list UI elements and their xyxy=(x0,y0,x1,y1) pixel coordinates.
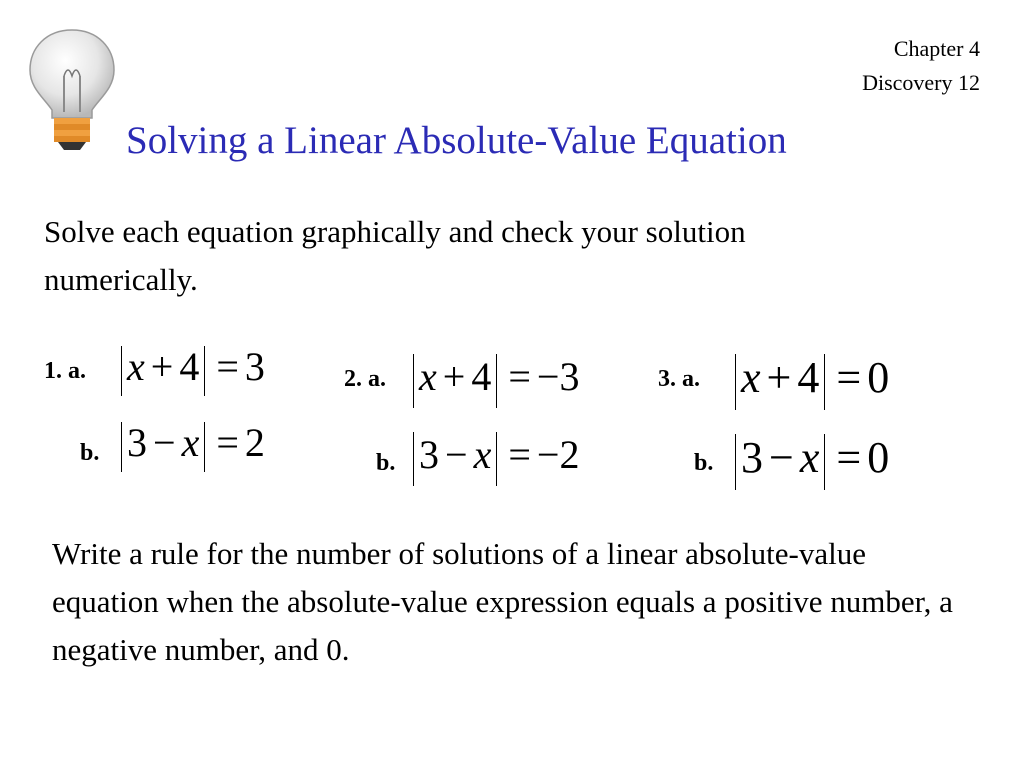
rule-prompt: Write a rule for the number of solutions of a linear absolute-value equation when the absolute-value expression equals a positive number, a negative number, and 0. xyxy=(52,536,953,667)
abs-bar-right xyxy=(204,346,205,396)
page-title: Solving a Linear Absolute-Value Equation xyxy=(126,119,787,162)
rhs: 0 xyxy=(867,433,890,483)
operator: − xyxy=(769,433,794,483)
equation-3b xyxy=(730,434,889,490)
operator: − xyxy=(153,420,176,466)
equation-2a xyxy=(408,354,579,408)
equation-1a xyxy=(116,346,265,396)
abs-bar-left xyxy=(121,422,122,472)
operator: − xyxy=(445,432,468,478)
term: x xyxy=(741,353,761,403)
equals-sign: = xyxy=(508,354,531,400)
term: 4 xyxy=(179,344,200,390)
equation-1b xyxy=(116,422,265,472)
equation-3a xyxy=(730,354,889,410)
term: x xyxy=(181,420,200,466)
operator: + xyxy=(442,354,466,400)
problem-2b-label: b. xyxy=(376,450,396,476)
abs-bar-left xyxy=(121,346,122,396)
abs-bar-left xyxy=(735,354,736,410)
chapter-heading xyxy=(862,32,980,100)
term: 4 xyxy=(471,354,492,400)
abs-bar-right xyxy=(824,434,825,490)
rhs: −3 xyxy=(536,354,580,400)
equals-sign: = xyxy=(836,433,862,483)
equals-sign: = xyxy=(508,432,531,478)
chapter-label: Chapter 4 xyxy=(893,36,980,61)
term: 3 xyxy=(741,433,763,483)
abs-bar-left xyxy=(413,354,414,408)
problem-1b-label: b. xyxy=(80,440,100,466)
discovery-label: Discovery 12 xyxy=(862,70,980,95)
rhs: −2 xyxy=(536,432,580,478)
abs-bar-left xyxy=(413,432,414,486)
term: x xyxy=(419,354,437,400)
equals-sign: = xyxy=(216,420,239,466)
abs-bar-right xyxy=(496,354,497,408)
equation-2b xyxy=(408,432,579,486)
rhs: 3 xyxy=(244,344,265,390)
equals-sign: = xyxy=(836,353,862,403)
problem-3b-label: b. xyxy=(694,450,714,476)
problem-1a-label: 1. a. xyxy=(44,358,86,384)
term: 3 xyxy=(127,420,147,466)
term: 4 xyxy=(797,353,820,403)
problem-3a-label: 3. a. xyxy=(658,366,700,392)
term: 3 xyxy=(419,432,439,478)
equals-sign: = xyxy=(216,344,239,390)
term: x xyxy=(127,344,145,390)
abs-bar-right xyxy=(204,422,205,472)
intro-text: Solve each equation graphically and check your solution numerically. xyxy=(44,214,746,297)
term: x xyxy=(473,432,492,478)
operator: + xyxy=(150,344,174,390)
rhs: 0 xyxy=(867,353,890,403)
problem-2a-label: 2. a. xyxy=(344,366,386,392)
abs-bar-right xyxy=(824,354,825,410)
abs-bar-right xyxy=(496,432,497,486)
rhs: 2 xyxy=(244,420,265,466)
abs-bar-left xyxy=(735,434,736,490)
term: x xyxy=(799,433,820,483)
operator: + xyxy=(766,353,792,403)
light-bulb-icon xyxy=(24,26,120,156)
